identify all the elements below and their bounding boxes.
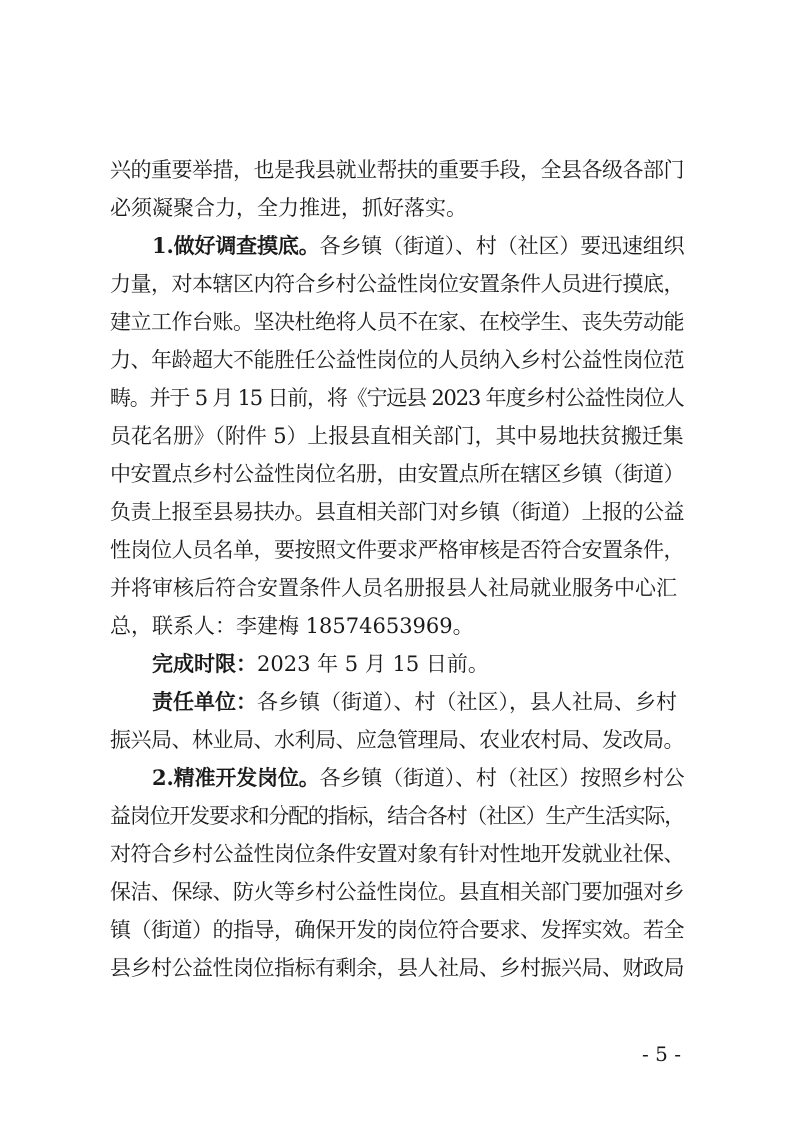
paragraph-line: 兴的重要举措，也是我县就业帮扶的重要手段，全县各级各部门	[110, 158, 684, 182]
section-heading-line: 1.做好调查摸底。各乡镇（街道）、村（社区）要迅速组织	[152, 233, 685, 258]
deadline-line: 完成时限：2023 年 5 月 15 日前。	[152, 651, 489, 676]
paragraph-line: 必须凝聚合力，全力推进，抓好落实。	[110, 196, 467, 220]
paragraph-line: 力、年龄超大不能胜任公益性岗位的人员纳入乡村公益性岗位范	[110, 348, 684, 372]
paragraph-line: 对符合乡村公益性岗位条件安置对象有针对性地开发就业社保、	[110, 842, 684, 866]
paragraph-line: 畴。并于 5 月 15 日前，将《宁远县 2023 年度乡村公益性岗位人	[110, 386, 684, 410]
paragraph-line: 建立工作台账。坚决杜绝将人员不在家、在校学生、丧失劳动能	[110, 310, 684, 334]
paragraph-line: 性岗位人员名单，要按照文件要求严格审核是否符合安置条件，	[110, 538, 684, 562]
section-heading: 1.做好调查摸底。	[152, 233, 320, 258]
section-heading: 2.精准开发岗位。	[152, 765, 320, 790]
contact-line: 总，联系人：李建梅 18574653969。	[110, 614, 474, 638]
paragraph-line: 并将审核后符合安置条件人员名册报县人社局就业服务中心汇	[110, 576, 677, 600]
paragraph-line: 保洁、保绿、防火等乡村公益性岗位。县直相关部门要加强对乡	[110, 880, 684, 904]
deadline-label: 完成时限：	[152, 651, 257, 676]
paragraph-line: 负责上报至县易扶办。县直相关部门对乡镇（街道）上报的公益	[110, 500, 684, 524]
responsible-units-line: 责任单位：各乡镇（街道）、村（社区），县人社局、乡村	[152, 689, 677, 714]
paragraph-line: 益岗位开发要求和分配的指标，结合各村（社区）生产生活实际，	[110, 804, 684, 828]
paragraph-line: 振兴局、林业局、水利局、应急管理局、农业农村局、发改局。	[110, 728, 684, 752]
responsible-units-label: 责任单位：	[152, 689, 257, 714]
section-heading-line: 2.精准开发岗位。各乡镇（街道）、村（社区）按照乡村公	[152, 765, 685, 790]
paragraph-line: 镇（街道）的指导，确保开发的岗位符合要求、发挥实效。若全	[110, 918, 684, 942]
paragraph-line: 员花名册》（附件 5）上报县直相关部门，其中易地扶贫搬迁集	[110, 424, 684, 448]
page-number: - 5 -	[642, 1042, 681, 1066]
paragraph-line: 力量，对本辖区内符合乡村公益性岗位安置条件人员进行摸底，	[110, 272, 684, 296]
paragraph-line: 县乡村公益性岗位指标有剩余，县人社局、乡村振兴局、财政局	[110, 956, 684, 980]
paragraph-line: 中安置点乡村公益性岗位名册，由安置点所在辖区乡镇（街道）	[110, 462, 684, 486]
